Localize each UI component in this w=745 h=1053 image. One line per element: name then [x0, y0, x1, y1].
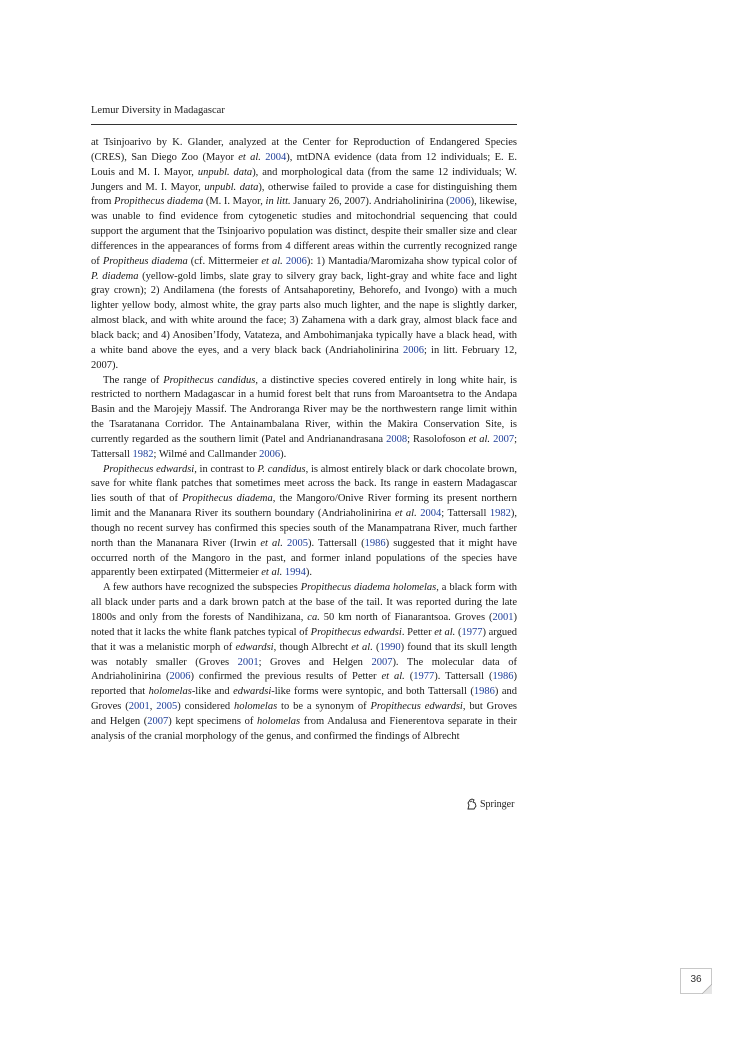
- text-run: (: [455, 626, 462, 638]
- text-run: ) reported that: [91, 671, 518, 698]
- text-run: ): 1) Mantadia/Maromizaha show typical color of: [306, 255, 518, 267]
- text-run: ) found that its skull length was notably smaller (Groves: [91, 641, 518, 668]
- italic-text: et al.: [261, 255, 283, 267]
- citation-link[interactable]: 2006: [449, 196, 471, 208]
- italic-text: et al.: [260, 537, 283, 549]
- citation-link[interactable]: 1982: [132, 448, 154, 460]
- text-run: , the Mangoro/Onive River forming its present northern limit and the Mananara River its southern boundary (Andriaholinirina: [91, 493, 517, 520]
- italic-text: holomelas: [148, 686, 192, 698]
- text-run: , a distinctive species covered entirely in long white hair, is restricted to northern Madagascar in a humid forest belt that runs from Maroantsetra to the Andapa Basin and the Marojejy Massif. The Androranga River may be the northwestern range limit within the Tsaratanana Corridor. The Antainambalana River, within the Makira Conservation Site, is currently regarded as the southern limit (Patel and Andrianandrasana: [91, 374, 518, 445]
- italic-text: edwardsi: [233, 686, 272, 698]
- italic-text: et al.: [351, 641, 373, 653]
- italic-text: et al.: [468, 433, 491, 445]
- text-run: ), otherwise failed to provide a case for distinguishing them from: [91, 181, 517, 208]
- publisher-logo: [466, 798, 514, 810]
- citation-link[interactable]: 1977: [461, 626, 483, 638]
- citation-link[interactable]: 2007: [147, 715, 169, 727]
- italic-text: Propitheus diadema: [102, 255, 188, 267]
- citation-link[interactable]: 2006: [259, 448, 281, 460]
- citation-link[interactable]: 1990: [379, 641, 401, 653]
- page-curl-icon: [702, 984, 712, 994]
- text-run: 50 km north of Fianarantsoa. Groves (: [319, 612, 493, 623]
- text-run: to be a synonym of: [277, 701, 371, 713]
- italic-text: et al.: [394, 508, 417, 520]
- text-run: ) and Groves (: [91, 686, 517, 713]
- text-run: ,: [149, 701, 157, 713]
- italic-text: in litt.: [265, 196, 291, 208]
- page-number-badge[interactable]: [680, 968, 712, 994]
- paragraph: [91, 463, 517, 582]
- header-rule: [91, 124, 517, 125]
- text-run: (cf. Mittermeier: [187, 255, 262, 267]
- text-run: ).: [305, 567, 313, 579]
- text-run: ) confirmed the previous results of Petter: [190, 671, 382, 683]
- text-run: (yellow-gold limbs, slate gray to silvery gray back, light-gray and white face and light gray crown); 2) Andilamena (the forests of Antsahaporetiny, Behorefo, and Ivongo) with a much lighter yellow body, almost white, the gray parts also much lighter, and the nape is slightly darker, almost black, and with white around the face; 3) Zahamena with a dark gray, almost black face and black back; and 4) Anosiben’Ifody, Vatateza, and Ambohimanjaka typically have a black head, with a white band above the eyes, and a very black back (Andriaholinirina: [91, 270, 517, 356]
- citation-link[interactable]: 1986: [492, 671, 514, 683]
- text-run: ) considered: [177, 701, 234, 713]
- citation-link[interactable]: 2007: [493, 433, 515, 445]
- text-run: ) kept specimens of: [168, 715, 257, 727]
- text-run: ), likewise, was unable to find evidence from cytogenetic studies and mitochondrial sequencing that could support the argument that the Tsinjoarivo population was distinct, despite their smaller size and clear differences in the appearances of forms from 4 different areas within the currently recognized range of: [91, 196, 517, 267]
- paragraph: [91, 374, 517, 463]
- citation-link[interactable]: 2001: [492, 612, 514, 623]
- italic-text: Propithecus diadema holomelas: [300, 582, 437, 594]
- italic-text: Propithecus diadema: [114, 196, 204, 208]
- italic-text: Propithecus diadema: [182, 493, 273, 505]
- paragraph: [91, 581, 517, 744]
- text-run: ; Rasolofoson: [407, 433, 469, 445]
- text-run: , though Albrecht: [273, 641, 352, 653]
- italic-text: holomelas: [234, 701, 278, 713]
- text-run: ), and morphological data (from the same 12 individuals; W. Jungers and M. I. Mayor,: [91, 166, 518, 193]
- text-run: , is almost entirely black or dark chocolate brown, save for white flank patches that sometimes meet across the back. Its range in eastern Madagascar lies south of that of: [91, 463, 517, 505]
- text-run: ). Tattersall (: [434, 671, 493, 683]
- italic-text: ca.: [307, 612, 320, 623]
- paragraph: [91, 136, 517, 374]
- citation-link[interactable]: 2006: [402, 344, 424, 356]
- text-run: , but Groves and Helgen (: [91, 701, 518, 727]
- italic-text: Propithecus edwardsi: [103, 463, 195, 475]
- publisher-name: Springer: [480, 798, 515, 810]
- citation-link[interactable]: 1986: [364, 537, 386, 549]
- text-run: ). Tattersall (: [307, 537, 365, 549]
- text-run: (M. I. Mayor,: [203, 196, 266, 208]
- citation-link[interactable]: 2006: [285, 255, 307, 267]
- citation-link[interactable]: 1977: [413, 671, 435, 683]
- text-run: ; in litt. February 12, 2007).: [91, 344, 517, 371]
- italic-text: Propithecus edwardsi: [370, 701, 463, 713]
- text-run: from Andalusa and Fienerentova separate in their analysis of the cranial morphology of the genus, and confirmed the findings of Albrecht: [91, 715, 518, 742]
- italic-text: P. candidus: [257, 463, 306, 475]
- text-run: ; Tattersall: [91, 433, 518, 460]
- italic-text: unpubl. data: [204, 181, 259, 193]
- text-run: ). The molecular data of Andriaholinirina (: [91, 656, 517, 683]
- italic-text: et al.: [261, 567, 283, 579]
- text-run: ; Tattersall: [441, 508, 490, 520]
- citation-link[interactable]: 2004: [420, 508, 442, 520]
- italic-text: et al.: [381, 671, 405, 683]
- citation-link[interactable]: 2007: [371, 656, 393, 668]
- text-run: ), though no recent survey has confirmed this species south of the Manampatrana River, much farther north than the Mananara River (Irwin: [91, 508, 517, 549]
- text-run: (: [372, 641, 380, 653]
- italic-text: et al.: [434, 626, 456, 638]
- text-run: (: [404, 671, 414, 683]
- italic-text: et al.: [238, 151, 261, 163]
- citation-link[interactable]: 2005: [156, 701, 178, 713]
- text-run: -like and: [191, 686, 234, 698]
- text-run: The range of: [103, 374, 164, 386]
- italic-text: unpubl. data: [197, 166, 253, 178]
- citation-link[interactable]: 2006: [169, 671, 191, 683]
- italic-text: Propithecus edwardsi: [310, 626, 402, 638]
- text-run: January 26, 2007). Andriaholinirina (: [290, 196, 450, 208]
- italic-text: edwardsi: [235, 641, 274, 653]
- page-number: 36: [690, 974, 702, 985]
- text-run: ; Groves and Helgen: [258, 656, 372, 668]
- text-run: ; Wilmé and Callmander: [153, 448, 260, 460]
- text-run: at Tsinjoarivo by K. Glander, analyzed at the Center for Reproduction of Endangered Species (CRES), San Diego Zoo (Mayor: [91, 137, 517, 163]
- springer-horse-icon: [466, 798, 478, 810]
- text-run: ), mtDNA evidence (data from 12 individuals; E. E. Louis and M. I. Mayor,: [91, 151, 517, 178]
- citation-link[interactable]: 1994: [284, 567, 306, 579]
- italic-text: Propithecus candidus: [163, 374, 256, 386]
- text-run: -like forms were syntopic, and both Tattersall (: [271, 686, 474, 698]
- citation-link[interactable]: 2008: [386, 433, 408, 445]
- text-run: , a black form with all black under parts and a dark brown patch at the base of the tail. It was reported during the late 1800s and only from the forests of Nandihizana,: [91, 582, 517, 623]
- body-text: [91, 136, 517, 745]
- italic-text: holomelas: [256, 715, 301, 727]
- citation-link[interactable]: 2004: [265, 151, 287, 163]
- citation-link[interactable]: 1986: [473, 686, 495, 698]
- citation-link[interactable]: 2001: [237, 656, 259, 668]
- text-run: A few authors have recognized the subspecies: [103, 582, 301, 594]
- citation-link[interactable]: 2005: [286, 537, 308, 549]
- text-run: ) noted that it lacks the white flank patches typical of: [91, 612, 517, 638]
- italic-text: P. diadema: [91, 270, 139, 282]
- text-run: ) argued that it was a melanistic morph of: [91, 626, 518, 653]
- text-run: ) suggested that it might have occurred north of the Mangoro in the past, and former inland populations of the species have apparently been extirpated (Mittermeier: [91, 537, 518, 579]
- text-run: ).: [280, 448, 287, 460]
- citation-link[interactable]: 2001: [128, 701, 150, 713]
- text-run: . Petter: [401, 626, 435, 638]
- text-run: , in contrast to: [194, 463, 258, 475]
- citation-link[interactable]: 1982: [489, 508, 511, 520]
- running-head: Lemur Diversity in Madagascar: [91, 105, 225, 116]
